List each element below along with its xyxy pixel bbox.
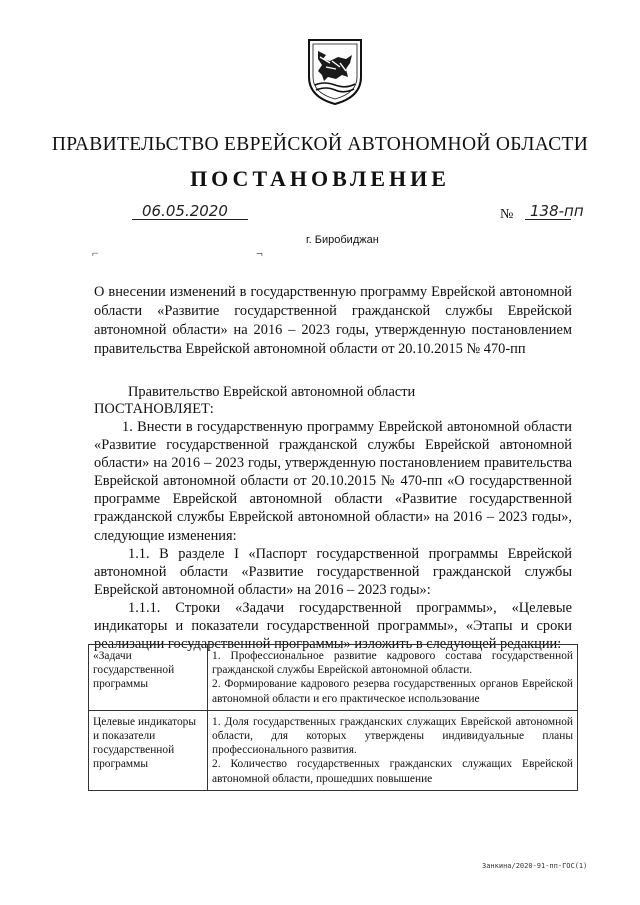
table-cell-key: Целевые индикаторы и показатели государственной программы <box>89 710 208 790</box>
program-table <box>88 644 578 791</box>
table-cell-key: «Задачи государственной программы <box>89 645 208 711</box>
city-name: г. Биробиджан <box>306 234 379 246</box>
number-label-wrap <box>500 207 513 223</box>
government-title: ПРАВИТЕЛЬСТВО ЕВРЕЙСКОЙ АВТОНОМНОЙ ОБЛАСТИ <box>51 134 589 155</box>
table-cell-item: 1. Профессиональное развитие кадрового состава государственной гражданской службы Еврейской автономной области. <box>212 650 573 677</box>
document-type-title: ПОСТАНОВЛЕНИЕ <box>190 166 450 191</box>
date-underline <box>132 219 248 220</box>
body-paragraph-1: 1. Внести в государственную программу Еврейской автономной области «Развитие государственной гражданской службы Еврейской автономной области» на 2016 – 2023 годы, утвержденную постановлением правительства Еврейской автономной области от 20.10.2015 № 470-пп «О государственной программе Еврейской автономной области «Развитие государственной гражданской службы Еврейской автономной области» на 2016 – 2023 годы», следующие изменения: <box>94 419 572 544</box>
table-cell-value <box>208 645 578 711</box>
preamble-line-1: Правительство Еврейской автономной области <box>128 384 416 400</box>
table-cell-item: 2. Количество государственных гражданских служащих Еврейской автономной области, прошедших повышение <box>212 758 573 785</box>
preamble <box>94 384 574 418</box>
document-subject: О внесении изменений в государственную программу Еврейской автономной области «Развитие государственной гражданской службы Еврейской автономной области» на 2016 – 2023 годы, утвержденную постановлением правительства Еврейской автономной области от 20.10.2015 № 470-пп <box>94 284 572 357</box>
document-body <box>94 418 572 653</box>
document-date: 06.05.2020 <box>142 202 228 220</box>
table-cell-value <box>208 710 578 790</box>
number-underline <box>525 219 571 220</box>
table-cell-item: 1. Доля государственных гражданских служащих Еврейской автономной области, для которых утверждены индивидуальные планы профессионального развития. <box>212 715 573 757</box>
body-paragraph-3: 1.1.1. Строки «Задачи государственной программы», «Целевые индикаторы и показатели государственной программы», «Этапы и сроки реализации государственной программы» изложить в следующей редакции: <box>94 599 572 653</box>
corner-mark-right: ¬ <box>256 246 263 260</box>
table-row <box>89 645 578 711</box>
body-paragraph-2: 1.1. В разделе I «Паспорт государственной программы Еврейской автономной области «Развитие государственной гражданской службы Еврейской автономной области» на 2016 – 2023 годы»: <box>94 545 572 598</box>
document-number: 138-пп <box>530 202 584 220</box>
number-label: № <box>500 207 514 222</box>
table-row <box>89 710 578 790</box>
coat-of-arms-emblem <box>306 37 364 107</box>
preamble-line-2: ПОСТАНОВЛЯЕТ: <box>94 401 214 417</box>
table-cell-item: 2. Формирование кадрового резерва государственных органов Еврейской автономной области и его практическое использование <box>212 678 573 705</box>
file-reference-footer: Занкина/2020-91-пп-ГОС(1) <box>482 862 588 870</box>
corner-mark-left: ⌐ <box>92 246 99 260</box>
